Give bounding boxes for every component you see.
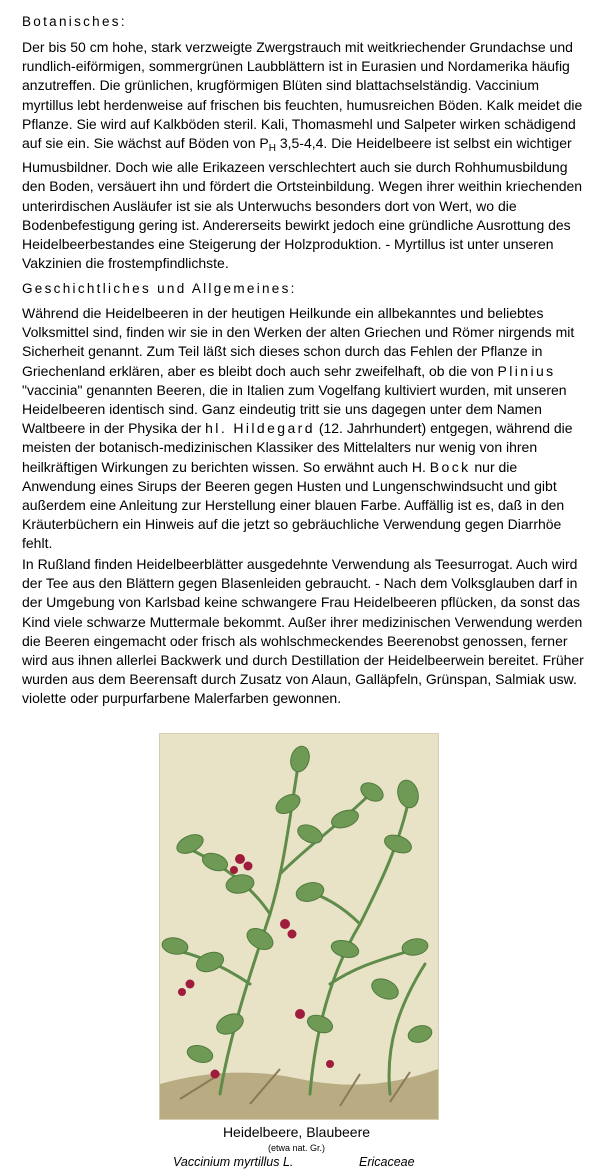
text-botanik-2: 3,5-4,4. Die Heidelbeere ist selbst ein wichtiger Humusbildner. Doch wie alle Erikazeen verschlechtert auch sie durch Rohhumusbildung den Boden, versäuert ihn und fördert die Ortsteinbildung. Wegen ihrer weithin kriechenden unterirdischen Ausläufer ist sie als Unterwuchs besonders dort von Wert, wo die Bodenbefestigung gering ist. Andererseits bewirkt jedoch eine gründliche Ausrottung des Heidelbeerbestandes eine Steigerung der Holzproduktion. - Myrtillus ist unter unseren Vakzinien die frostempfindlichste. bbox=[22, 135, 583, 272]
name-plinius: Plinius bbox=[497, 362, 556, 379]
caption-title: Heidelbeere, Blaubeere bbox=[222, 1124, 371, 1140]
text-geschichte-a: Während die Heidelbeeren in der heutigen Heilkunde ein allbekanntes und beliebtes Volksmittel sind, finden wir sie in den Werken der alten Griechen und Römer nirgends mit Sicherheit genannt. Zum Teil läßt sich dieses schon durch das Fehlen der Pflanze in Griechenland erklären, aber es bleibt doch auch sehr zweifelhaft, ob die von bbox=[22, 305, 575, 379]
botanical-illustration bbox=[159, 733, 439, 1120]
blueberry-plant-drawing bbox=[160, 734, 438, 1119]
text-geschichte-b: "vaccinia" genannten Beeren, die in Italien zum Vogelfang kultiviert wurden, mit unseren Heidelbeeren identisch sind. Ganz eindeutig tritt sie uns dagegen unter dem Namen Waltbeere in der Physika der bbox=[22, 381, 567, 437]
name-bock: Bock bbox=[429, 458, 471, 475]
paragraph-geschichte-1 bbox=[22, 304, 588, 554]
text-botanik-1: Der bis 50 cm hohe, stark verzweigte Zwergstrauch mit weitkriechender Grundachse und rundlich-eiförmigen, sommergrünen Laubblättern ist in Eurasien und Nordamerika häufig anzutreffen. Die grünlichen, krugförmigen Blüten sind blattachselständig. Vaccinium myrtillus lebt herdenweise auf frischen bis feuchten, humusreichen Böden. Kalk meidet die Pflanze. Sie wird auf Kalkböden steril. Kali, Thomasmehl und Salpeter wirken schädigend auf sie ein. Sie wächst auf Böden von P bbox=[22, 39, 583, 152]
caption-scientific-name: Vaccinium myrtillus L. bbox=[173, 1155, 294, 1169]
heading-botanik: Botanisches: bbox=[22, 14, 127, 29]
ph-subscript: H bbox=[268, 143, 276, 155]
caption-scale: (etwa nat. Gr.) bbox=[267, 1143, 326, 1153]
heading-geschichte: Geschichtliches und Allgemeines: bbox=[22, 281, 297, 296]
text-geschichte-d: nur die Anwendung eines Sirups der Beeren gegen Husten und Lungenschwindsucht und gibt außerdem eine Anleitung zur Herstellung einer blauen Farbe. Auffällig ist es, daß in den Kräuterbüchern ein Hinweis auf die jetzt so gebräuchliche Verwendung gegen Diarrhöe fehlt. bbox=[22, 458, 565, 552]
caption-family: Ericaceae bbox=[359, 1155, 415, 1169]
paragraph-geschichte-2: In Rußland finden Heidelbeerblätter ausgedehnte Verwendung als Teesurrogat. Auch wird der Tee aus den Blättern gegen Blasenleiden gebraucht. - Nach dem Volksglauben darf in der Umgebung von Karlsbad keine schwangere Frau Heidelbeeren pflücken, da sonst das Kind viele schwarze Muttermale bekommt. Außer ihrer medizinischen Verwendung werden die Beeren eingemacht oder frisch als wohlschmeckendes Beerenobst genossen, ferner wird aus ihnen allerlei Backwerk und durch Destillation der Heidelbeerwein bereitet. Früher wurden aus dem Beerensaft durch Zusatz von Alaun, Galläpfeln, Grünspan, Salmiak usw. violette oder purpurfarbene Malerfarben gewonnen. bbox=[22, 556, 584, 707]
name-hildegard: hl. Hildegard bbox=[205, 420, 315, 437]
text-geschichte-c: (12. Jahrhundert) entgegen, während die meisten der botanisch-medizinischen Klassiker des Mittelalters nur wenig von ihren heilkräftigen Wirkungen zu berichten wissen. So erwähnt auch H. bbox=[22, 420, 573, 475]
paragraph-botanik bbox=[22, 38, 588, 273]
